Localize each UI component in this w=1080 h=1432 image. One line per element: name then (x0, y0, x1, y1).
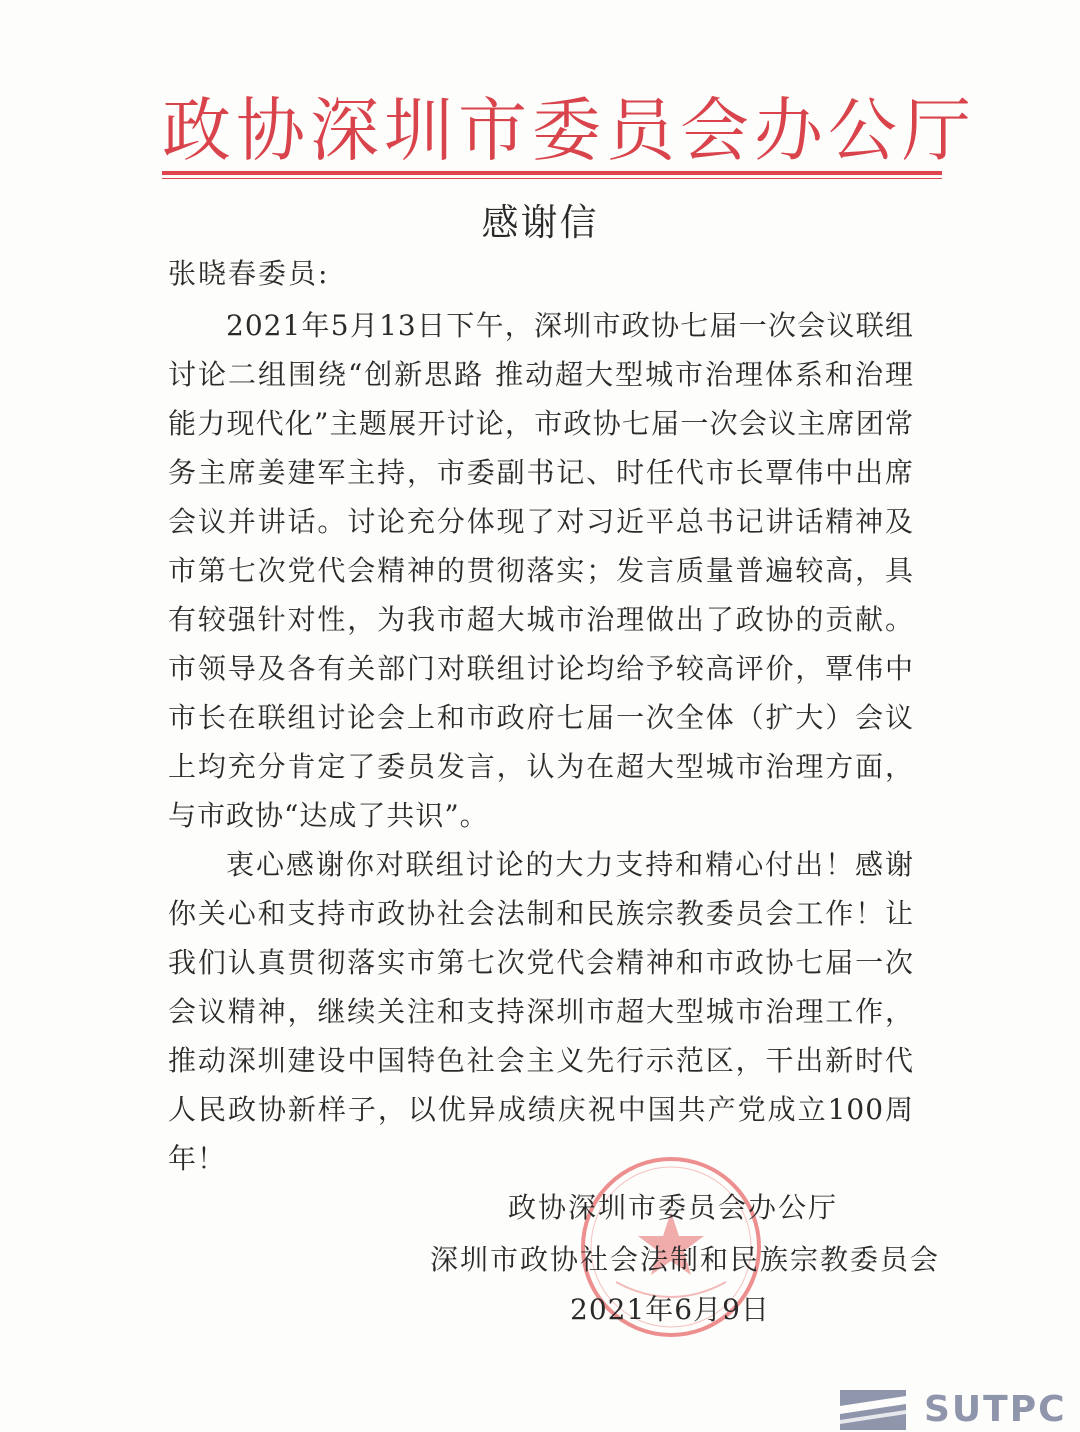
letter-title: 感谢信 (481, 201, 599, 244)
signature-line-2: 深圳市政协社会法制和民族宗教委员会 (430, 1243, 941, 1276)
letterhead-rule-thick (162, 171, 942, 175)
body-paragraph-1: 2021年5月13日下午，深圳市政协七届一次会议联组讨论二组围绕“创新思路 推动超大型城市治理体系和治理能力现代化”主题展开讨论，市政协七届一次会议主席团常务主席姜建军主持，市委副书记、时任代市长覃伟中出席会议并讲话。讨论充分体现了对习近平总书记讲话精神及市第七次党代会精神的贯彻落实；发言质量普遍较高，具有较强针对性，为我市超大城市治理做出了政协的贡献。市领导及各有关部门对联组讨论均给予较高评价，覃伟中市长在联组讨论会上和市政府七届一次全体（扩大）会议上均充分肯定了委员发言，认为在超大型城市治理方面，与市政协“达成了共识”。 (168, 309, 914, 832)
letterhead-title: 政协深圳市委员会办公厅 (162, 91, 976, 171)
body-paragraph-2: 衷心感谢你对联组讨论的大力支持和精心付出！感谢你关心和支持市政协社会法制和民族宗教委员会工作！让我们认真贯彻落实市第七次党代会精神和市政协七届一次会议精神，继续关注和支持深圳市超大型城市治理工作，推动深圳建设中国特色社会主义先行示范区，干出新时代人民政协新样子，以优异成绩庆祝中国共产党成立100周年！ (168, 848, 914, 1175)
signature-line-1: 政协深圳市委员会办公厅 (508, 1191, 839, 1224)
sutpc-logo-icon (840, 1390, 906, 1430)
watermark-text: SUTPC (924, 1389, 1067, 1430)
salutation: 张晓春委员: (168, 257, 330, 290)
watermark-logo (840, 1388, 1067, 1432)
letterhead-rule-thin (162, 178, 942, 179)
signature-date: 2021年6月9日 (570, 1293, 770, 1326)
